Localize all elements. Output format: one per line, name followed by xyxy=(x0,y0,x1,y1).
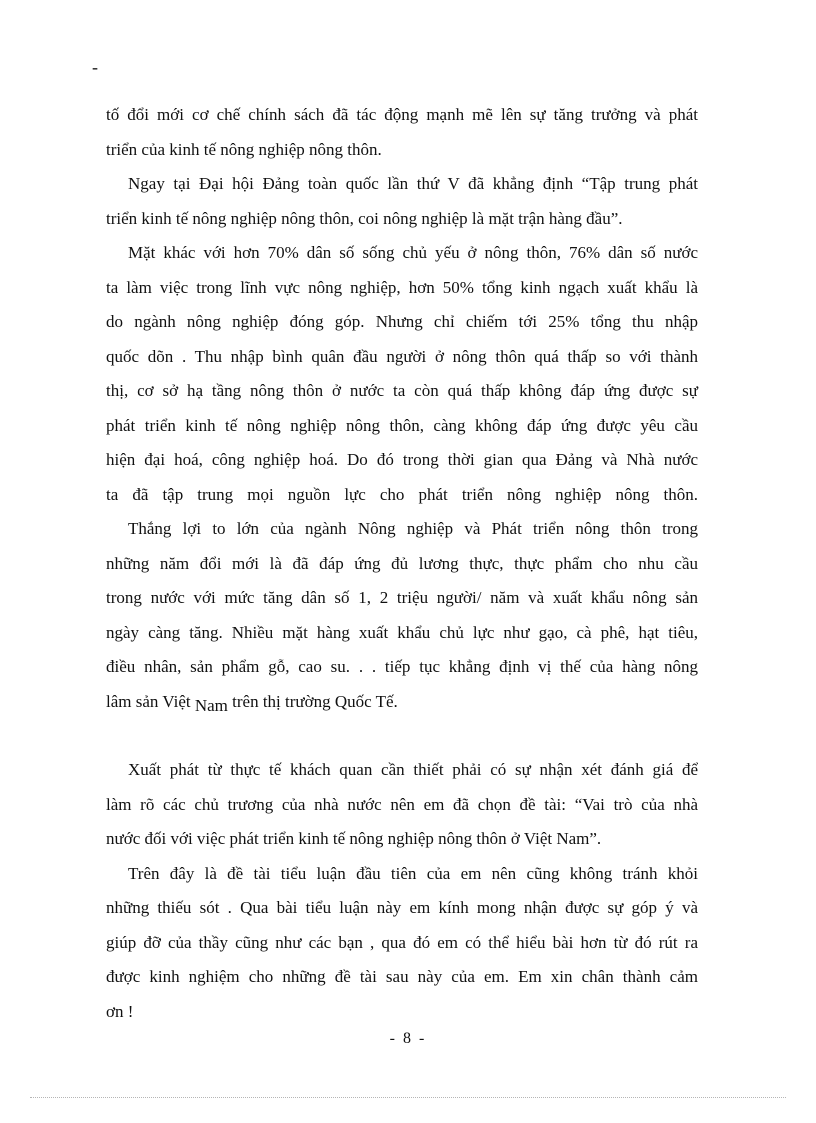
document-body xyxy=(106,98,698,1029)
paragraph-6-line-2: những thiếu sót . Qua bài tiểu luận này em kính mong nhận được sự góp ý và xyxy=(106,898,698,917)
paragraph-3-line-5: thị, cơ sở hạ tầng nông thôn ở nước ta còn quá thấp không đáp ứng được sự xyxy=(106,381,698,400)
paragraph-6 xyxy=(106,857,698,1030)
paragraph-4-line-2: những năm đổi mới là đã đáp ứng đủ lương thực, thực phẩm cho nhu cầu xyxy=(106,553,698,573)
paragraph-3-line-3: do ngành nông nghiệp đóng góp. Nhưng chỉ chiếm tới 25% tổng thu nhập xyxy=(106,312,698,331)
paragraph-5-line-2: làm rõ các chủ trương của nhà nước nên em đã chọn đề tài: “Vai trò của nhà xyxy=(106,794,698,814)
paragraph-4-line-6 xyxy=(106,685,698,720)
paragraph-6-line-5: ơn ! xyxy=(106,1001,134,1021)
paragraph-6-line-3: giúp đỡ của thầy cũng như các bạn , qua đó em có thể hiểu bài hơn từ đó rút ra xyxy=(106,932,698,952)
paragraph-4-line-6-prefix: lâm sản Việt xyxy=(106,691,195,711)
page-number: - 8 - xyxy=(389,1030,427,1047)
paragraph-4-line-4: ngày càng tăng. Nhiều mặt hàng xuất khẩu chủ lực như gạo, cà phê, hạt tiêu, xyxy=(106,622,698,642)
paragraph-5-line-3: nước đối với việc phát triển kinh tế nông nghiệp nông thôn ở Việt Nam”. xyxy=(106,829,602,848)
corner-mark: - xyxy=(92,57,98,77)
paragraph-1-line-1: tố đổi mới cơ chế chính sách đã tác động mạnh mẽ lên sự tăng trưởng và phát xyxy=(106,105,698,124)
paragraph-5-line-1: Xuất phát từ thực tế khách quan cần thiết phải có sự nhận xét đánh giá để xyxy=(128,760,698,779)
paragraph-3-line-8: ta đã tập trung mọi nguồn lực cho phát triển nông nghiệp nông thôn. xyxy=(106,484,698,504)
paragraph-4-line-5: điều nhân, sản phẩm gỗ, cao su. . . tiếp tục khẳng định vị thế của hàng nông xyxy=(106,657,698,676)
paragraph-1 xyxy=(106,98,698,167)
paragraph-3-line-4: quốc dõn . Thu nhập bình quân đầu người ở nông thôn quá thấp so với thành xyxy=(106,346,698,366)
paragraph-4-line-1: Thắng lợi to lớn của ngành Nông nghiệp và Phát triển nông thôn trong xyxy=(128,519,698,538)
paragraph-6-line-1: Trên đây là đề tài tiểu luận đầu tiên của em nên cũng không tránh khỏi xyxy=(128,863,698,883)
paragraph-3-line-7: hiện đại hoá, công nghiệp hoá. Do đó trong thời gian qua Đảng và Nhà nước xyxy=(106,450,698,469)
paragraph-3-line-6: phát triển kinh tế nông nghiệp nông thôn, càng không đáp ứng được yêu cầu xyxy=(106,415,698,435)
paragraph-2 xyxy=(106,167,698,236)
paragraph-3 xyxy=(106,236,698,512)
paragraph-2-line-1: Ngay tại Đại hội Đảng toàn quốc lần thứ V đã khẳng định “Tập trung phát xyxy=(128,174,698,193)
paragraph-2-line-2: triển kinh tế nông nghiệp nông thôn, coi nông nghiệp là mặt trận hàng đầu”. xyxy=(106,208,623,228)
paragraph-4 xyxy=(106,512,698,719)
paragraph-4-line-3: trong nước với mức tăng dân số 1, 2 triệu người/ năm và xuất khẩu nông sản xyxy=(106,588,698,607)
page-bottom-divider xyxy=(30,1097,786,1098)
paragraph-3-line-1: Mặt khác với hơn 70% dân số sống chủ yếu ở nông thôn, 76% dân số nước xyxy=(128,243,698,262)
paragraph-6-line-4: được kinh nghiệm cho những đề tài sau này của em. Em xin chân thành cảm xyxy=(106,967,698,986)
paragraph-1-line-2: triển của kinh tế nông nghiệp nông thôn. xyxy=(106,139,382,159)
paragraph-4-line-6-sub: Nam xyxy=(194,695,228,715)
paragraph-gap xyxy=(106,719,698,753)
paragraph-5 xyxy=(106,753,698,857)
paragraph-3-line-2: ta làm việc trong lĩnh vực nông nghiệp, hơn 50% tổng kinh ngạch xuất khẩu là xyxy=(106,277,698,297)
paragraph-4-line-6-suffix: trên thị trường Quốc Tế. xyxy=(227,691,398,711)
